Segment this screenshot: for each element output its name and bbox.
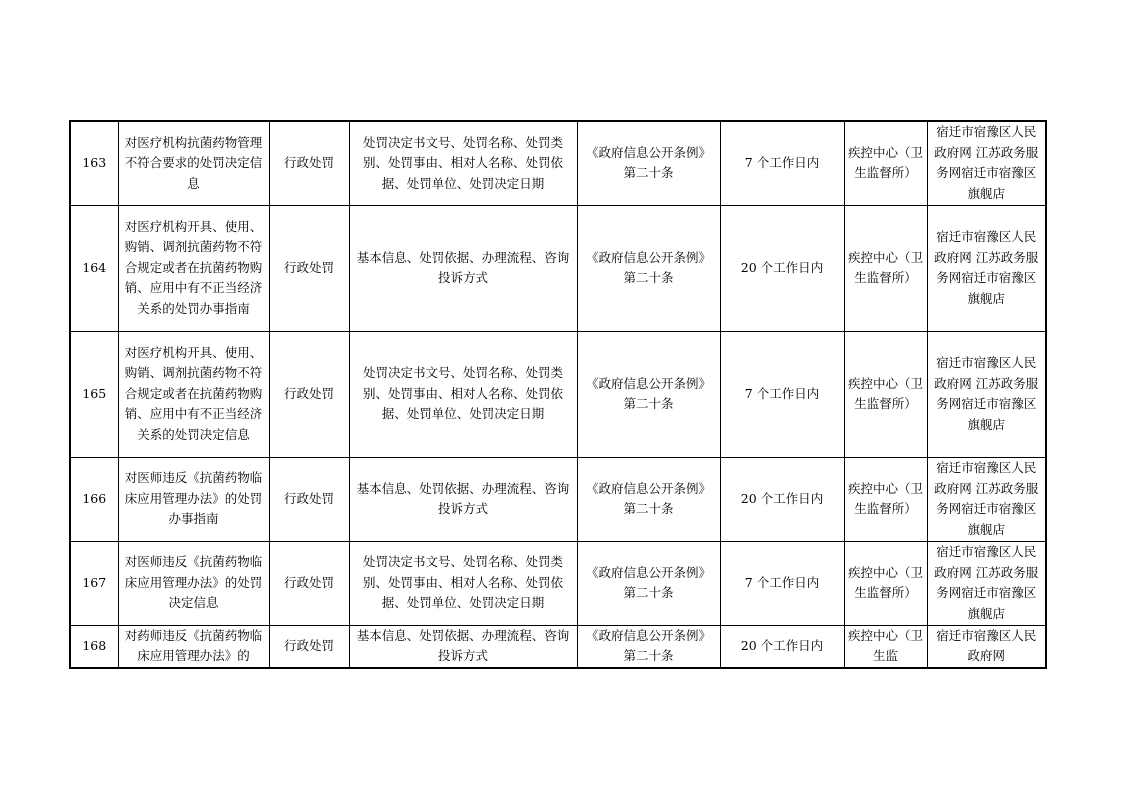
responsible-subject: 疾控中心（卫生监督所）	[844, 331, 927, 457]
time-limit: 7 个工作日内	[720, 541, 844, 625]
legal-basis: 《政府信息公开条例》第二十条	[577, 205, 720, 331]
time-limit: 20 个工作日内	[720, 205, 844, 331]
item-name: 对医疗机构开具、使用、购销、调剂抗菌药物不符合规定或者在抗菌药物购销、应用中有不正当经济关系的处罚决定信息	[118, 331, 269, 457]
disclosure-channel: 宿迁市宿豫区人民政府网 江苏政务服务网宿迁市宿豫区旗舰店	[927, 331, 1046, 457]
disclosure-content: 基本信息、处罚依据、办理流程、咨询投诉方式	[349, 457, 577, 541]
item-name: 对医师违反《抗菌药物临床应用管理办法》的处罚办事指南	[118, 457, 269, 541]
legal-basis: 《政府信息公开条例》第二十条	[577, 541, 720, 625]
disclosure-content: 基本信息、处罚依据、办理流程、咨询投诉方式	[349, 205, 577, 331]
disclosure-channel: 宿迁市宿豫区人民政府网 江苏政务服务网宿迁市宿豫区旗舰店	[927, 205, 1046, 331]
disclosure-content: 基本信息、处罚依据、办理流程、咨询投诉方式	[349, 625, 577, 668]
table-row	[70, 121, 1046, 205]
disclosure-channel: 宿迁市宿豫区人民政府网 江苏政务服务网宿迁市宿豫区旗舰店	[927, 541, 1046, 625]
disclosure-content: 处罚决定书文号、处罚名称、处罚类别、处罚事由、相对人名称、处罚依据、处罚单位、处罚决定日期	[349, 121, 577, 205]
row-number: 163	[70, 121, 118, 205]
category: 行政处罚	[269, 541, 349, 625]
time-limit: 20 个工作日内	[720, 457, 844, 541]
time-limit: 7 个工作日内	[720, 121, 844, 205]
legal-basis: 《政府信息公开条例》第二十条	[577, 625, 720, 668]
category: 行政处罚	[269, 457, 349, 541]
table-row	[70, 541, 1046, 625]
responsible-subject: 疾控中心（卫生监督所）	[844, 121, 927, 205]
row-number: 164	[70, 205, 118, 331]
row-number: 167	[70, 541, 118, 625]
table-row	[70, 205, 1046, 331]
responsible-subject: 疾控中心（卫生监督所）	[844, 541, 927, 625]
responsible-subject: 疾控中心（卫生监	[844, 625, 927, 668]
disclosure-content: 处罚决定书文号、处罚名称、处罚类别、处罚事由、相对人名称、处罚依据、处罚单位、处罚决定日期	[349, 331, 577, 457]
legal-basis: 《政府信息公开条例》第二十条	[577, 331, 720, 457]
disclosure-content: 处罚决定书文号、处罚名称、处罚类别、处罚事由、相对人名称、处罚依据、处罚单位、处罚决定日期	[349, 541, 577, 625]
disclosure-channel: 宿迁市宿豫区人民政府网	[927, 625, 1046, 668]
item-name: 对药师违反《抗菌药物临床应用管理办法》的	[118, 625, 269, 668]
disclosure-table	[69, 120, 1047, 669]
table-row	[70, 331, 1046, 457]
legal-basis: 《政府信息公开条例》第二十条	[577, 121, 720, 205]
legal-basis: 《政府信息公开条例》第二十条	[577, 457, 720, 541]
time-limit: 7 个工作日内	[720, 331, 844, 457]
item-name: 对医师违反《抗菌药物临床应用管理办法》的处罚决定信息	[118, 541, 269, 625]
table-row	[70, 457, 1046, 541]
row-number: 168	[70, 625, 118, 668]
time-limit: 20 个工作日内	[720, 625, 844, 668]
item-name: 对医疗机构开具、使用、购销、调剂抗菌药物不符合规定或者在抗菌药物购销、应用中有不正当经济关系的处罚办事指南	[118, 205, 269, 331]
row-number: 166	[70, 457, 118, 541]
responsible-subject: 疾控中心（卫生监督所）	[844, 205, 927, 331]
table-row	[70, 625, 1046, 668]
row-number: 165	[70, 331, 118, 457]
disclosure-channel: 宿迁市宿豫区人民政府网 江苏政务服务网宿迁市宿豫区旗舰店	[927, 121, 1046, 205]
category: 行政处罚	[269, 331, 349, 457]
category: 行政处罚	[269, 205, 349, 331]
category: 行政处罚	[269, 121, 349, 205]
disclosure-channel: 宿迁市宿豫区人民政府网 江苏政务服务网宿迁市宿豫区旗舰店	[927, 457, 1046, 541]
category: 行政处罚	[269, 625, 349, 668]
item-name: 对医疗机构抗菌药物管理不符合要求的处罚决定信息	[118, 121, 269, 205]
responsible-subject: 疾控中心（卫生监督所）	[844, 457, 927, 541]
